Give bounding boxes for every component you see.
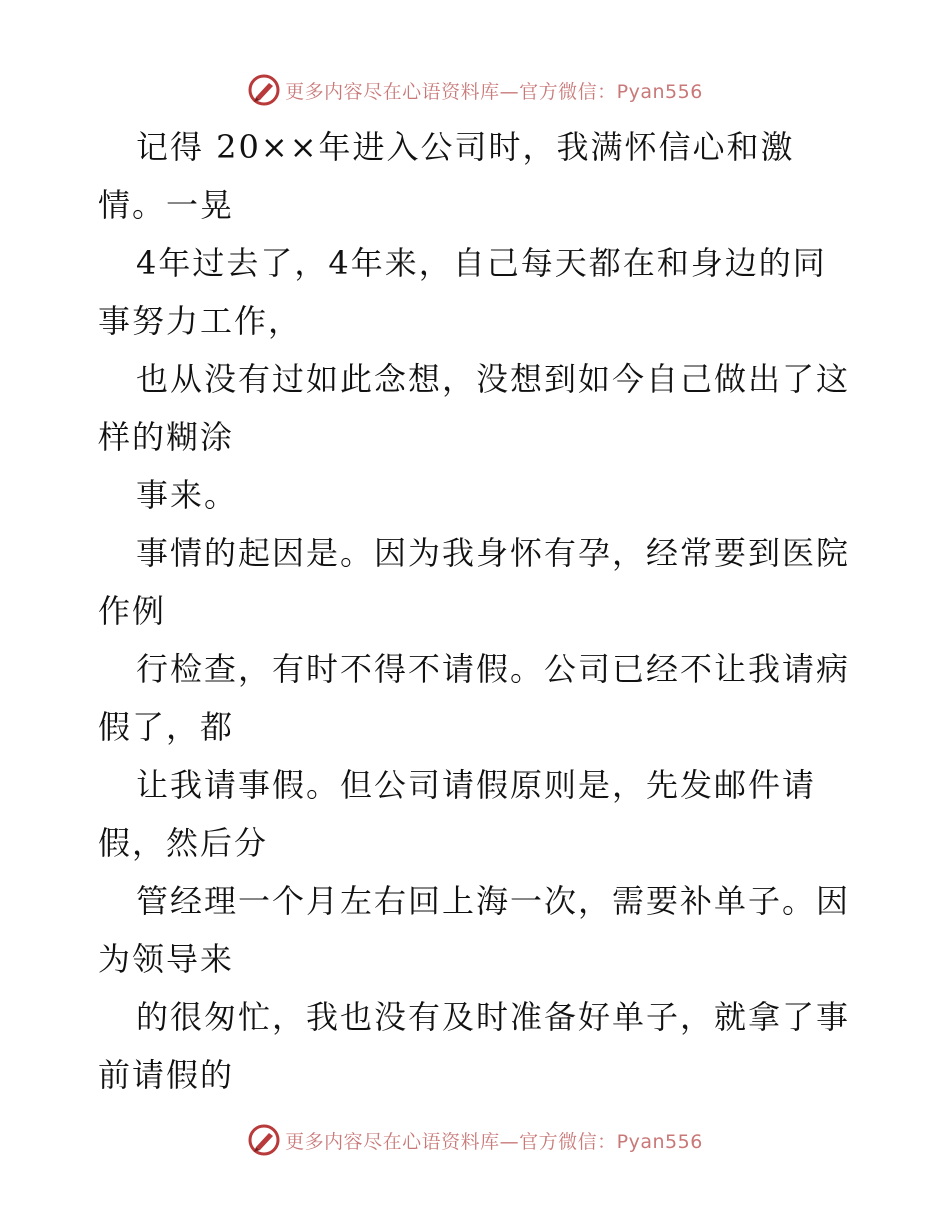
text-line: 事来。 <box>136 476 239 514</box>
text-line: 的很匆忙，我也没有及时准备好单子，就拿了事 <box>136 998 851 1036</box>
footer-banner <box>0 1120 950 1160</box>
text-line: 假了，都 <box>98 708 235 746</box>
paragraph <box>98 466 858 524</box>
pen-logo-icon <box>247 1123 281 1157</box>
text-line: 让我请事假。但公司请假原则是，先发邮件请 <box>136 766 817 804</box>
banner-text: 更多内容尽在心语资料库—官方微信：Pyan556 <box>285 1130 703 1153</box>
text-line: 管经理一个月左右回上海一次，需要补单子。因 <box>136 882 851 920</box>
text-line: 记得 20××年进入公司时，我满怀信心和激 <box>136 128 795 166</box>
text-line: 前请假的 <box>98 1056 235 1094</box>
paragraph <box>98 640 858 756</box>
text-line: 为领导来 <box>98 940 235 978</box>
document-body <box>98 118 858 1104</box>
text-line: 情。一晃 <box>98 186 235 224</box>
paragraph <box>98 524 858 640</box>
text-line: 样的糊涂 <box>98 418 235 456</box>
paragraph <box>98 350 858 466</box>
text-line: 事情的起因是。因为我身怀有孕，经常要到医院 <box>136 534 851 572</box>
text-line: 作例 <box>98 592 167 630</box>
paragraph <box>98 872 858 988</box>
text-line: 假，然后分 <box>98 824 269 862</box>
text-line: 事努力工作， <box>98 302 303 340</box>
paragraph <box>98 756 858 872</box>
text-line: 4年过去了，4年来，自己每天都在和身边的同 <box>136 244 827 282</box>
banner-text: 更多内容尽在心语资料库—官方微信：Pyan556 <box>285 80 703 103</box>
pen-logo-icon <box>247 73 281 107</box>
text-line: 也从没有过如此念想，没想到如今自己做出了这 <box>136 360 851 398</box>
header-banner <box>0 70 950 110</box>
paragraph <box>98 234 858 350</box>
text-line: 行检查，有时不得不请假。公司已经不让我请病 <box>136 650 851 688</box>
paragraph <box>98 988 858 1104</box>
paragraph <box>98 118 858 234</box>
